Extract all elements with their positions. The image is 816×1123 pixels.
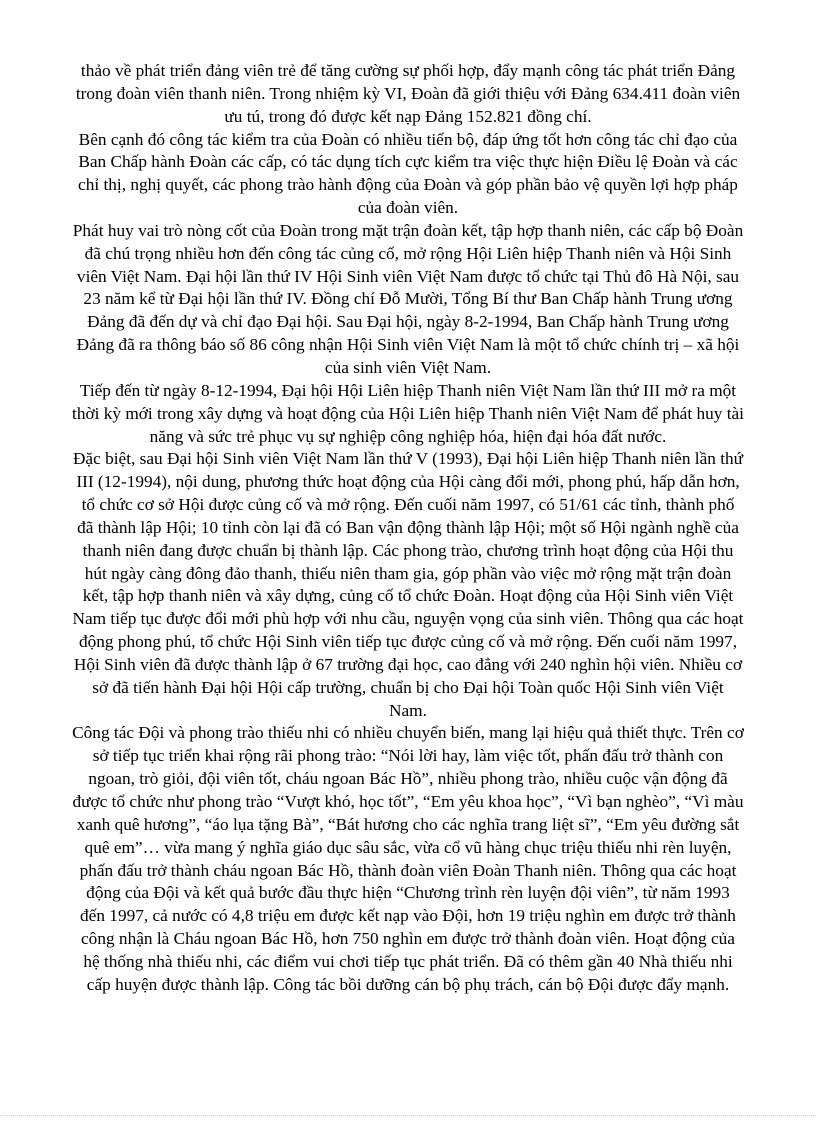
page-bottom-divider bbox=[0, 1115, 816, 1116]
paragraph-children-movement: Công tác Đội và phong trào thiếu nhi có nhiều chuyển biến, mang lại hiệu quả thiết thực. Trên cơ sở tiếp tục triển khai rộng rãi phong trào: “Nói lời hay, làm việc tốt, phấn đấu trở thành con ngoan, trò giỏi, đội viên tốt, cháu ngoan Bác Hồ”, nhiều phong trào, nhiều cuộc vận động đã được tổ chức như phong trào “Vượt khó, học tốt”, “Em yêu khoa học”, “Vì bạn nghèo”, “Vì màu xanh quê hương”, “áo lụa tặng Bà”, “Bát hương cho các nghĩa trang liệt sĩ”, “Em yêu đường sắt quê em”… vừa mang ý nghĩa giáo dục sâu sắc, vừa cổ vũ hàng chục triệu thiếu nhi rèn luyện, phấn đấu trở thành cháu ngoan Bác Hồ, thành đoàn viên Đoàn Thanh niên. Thông qua các hoạt động của Đội và kết quả bước đầu thực hiện “Chương trình rèn luyện đội viên”, từ năm 1993 đến 1997, cả nước có 4,8 triệu em được kết nạp vào Đội, hơn 19 triệu nghìn em được trở thành công nhận là Cháu ngoan Bác Hồ, hơn 750 nghìn em được trở thành đoàn viên. Hoạt động của hệ thống nhà thiếu nhi, các điểm vui chơi tiếp tục phát triển. Đã có thêm gần 40 Nhà thiếu nhi cấp huyện được thành lập. Công tác bồi dưỡng cán bộ phụ trách, cán bộ Đội được đẩy mạnh. bbox=[72, 723, 744, 994]
paragraph-party-development: thảo về phát triển đảng viên trẻ để tăng cường sự phối hợp, đẩy mạnh công tác phát triển Đảng trong đoàn viên thanh niên. Trong nhiệm kỳ VI, Đoàn đã giới thiệu với Đảng 634.411 đoàn viên ưu tú, trong đó được kết nạp Đảng 152.821 đồng chí. bbox=[75, 61, 741, 126]
paragraph-inspection-work: Bên cạnh đó công tác kiểm tra của Đoàn có nhiều tiến bộ, đáp ứng tốt hơn công tác chỉ đạo của Ban Chấp hành Đoàn các cấp, có tác dụng tích cực kiểm tra việc thực hiện Điều lệ Đoàn và các chỉ thị, nghị quyết, các phong trào hành động của Đoàn và góp phần bảo vệ quyền lợi hợp pháp của đoàn viên. bbox=[78, 129, 738, 218]
document-page bbox=[72, 60, 744, 997]
paragraph-student-association: Đặc biệt, sau Đại hội Sinh viên Việt Nam lần thứ V (1993), Đại hội Liên hiệp Thanh niên lần thứ III (12-1994), nội dung, phương thức hoạt động của Hội càng đổi mới, phong phú, hấp dẫn hơn, tổ chức cơ sở Hội được củng cố và mở rộng. Đến cuối năm 1997, có 51/61 các tỉnh, thành phố đã thành lập Hội; 10 tỉnh còn lại đã có Ban vận động thành lập Hội; một số Hội ngành nghề của thanh niên đang được chuẩn bị thành lập. Các phong trào, chương trình hoạt động của Hội thu hút ngày càng đông đảo thanh, thiếu niên tham gia, góp phần vào việc mở rộng mặt trận đoàn kết, tập hợp thanh niên và xây dựng, củng cố tổ chức Đoàn. Hoạt động của Hội Sinh viên Việt Nam tiếp tục được đổi mới phù hợp với nhu cầu, nguyện vọng của sinh viên. Thông qua các hoạt động phong phú, tổ chức Hội Sinh viên tiếp tục được củng cố và mở rộng. Đến cuối năm 1997, Hội Sinh viên đã được thành lập ở 67 trường đại học, cao đẳng với 240 nghìn hội viên. Nhiều cơ sở đã tiến hành Đại hội Hội cấp trường, chuẩn bị cho Đại hội Toàn quốc Hội Sinh viên Việt Nam. bbox=[72, 449, 744, 720]
paragraph-congress-1994: Tiếp đến từ ngày 8-12-1994, Đại hội Hội Liên hiệp Thanh niên Việt Nam lần thứ III mở ra một thời kỳ mới trong xây dựng và hoạt động của Hội Liên hiệp Thanh niên Việt Nam để phát huy tài năng và sức trẻ phục vụ sự nghiệp công nghiệp hóa, hiện đại hóa đất nước. bbox=[72, 380, 744, 446]
paragraph-youth-federation: Phát huy vai trò nòng cốt của Đoàn trong mặt trận đoàn kết, tập hợp thanh niên, các cấp bộ Đoàn đã chú trọng nhiều hơn đến công tác củng cố, mở rộng Hội Liên hiệp Thanh niên và Hội Sinh viên Việt Nam. Đại hội lần thứ IV Hội Sinh viên Việt Nam được tổ chức tại Thủ đô Hà Nội, sau 23 năm kể từ Đại hội lần thứ IV. Đồng chí Đỗ Mười, Tổng Bí thư Ban Chấp hành Trung ương Đảng đã đến dự và chỉ đạo Đại hội. Sau Đại hội, ngày 8-2-1994, Ban Chấp hành Trung ương Đảng đã ra thông báo số 86 công nhận Hội Sinh viên Việt Nam là một tổ chức chính trị – xã hội của sinh viên Việt Nam. bbox=[72, 220, 744, 377]
